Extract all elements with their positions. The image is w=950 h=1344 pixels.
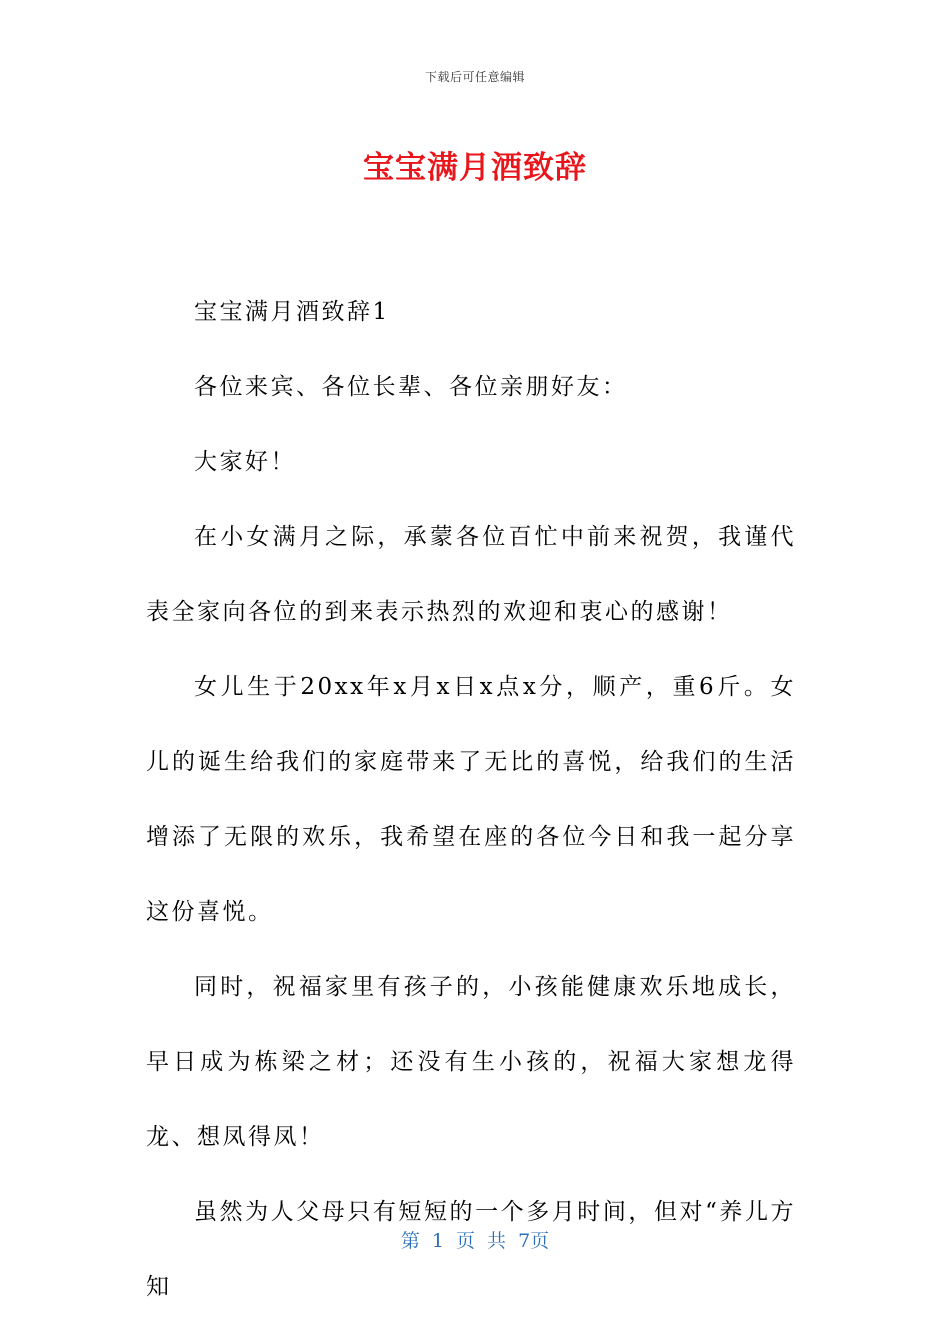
paragraph-greeting: 大家好！ — [194, 449, 296, 475]
paragraph-blessing: 同时，祝福家里有孩子的，小孩能健康欢乐地成长，早日成为栋梁之材；还没有生小孩的，祝福大家想龙得龙、想凤得凤！ — [146, 974, 796, 1150]
document-body — [146, 275, 796, 1325]
paragraph-parenting: 虽然为人父母只有短短的一个多月时间，但对“养儿方知 — [146, 1199, 796, 1300]
paragraph-birth: 女儿生于20xx年x月x日x点x分，顺产，重6斤。女儿的诞生给我们的家庭带来了无比的喜悦，给我们的生活增添了无限的欢乐，我希望在座的各位今日和我一起分享这份喜悦。 — [146, 674, 796, 925]
paragraph-heading: 宝宝满月酒致辞1 — [194, 299, 390, 325]
header-note: 下载后可任意编辑 — [424, 70, 525, 84]
paragraph-salutation: 各位来宾、各位长辈、各位亲朋好友： — [194, 374, 628, 400]
document-title: 宝宝满月酒致辞 — [363, 150, 587, 186]
paragraph-thanks: 在小女满月之际，承蒙各位百忙中前来祝贺，我谨代表全家向各位的到来表示热烈的欢迎和衷心的感谢！ — [146, 524, 796, 625]
page-number-footer: 第 1 页 共 7页 — [400, 1230, 550, 1252]
